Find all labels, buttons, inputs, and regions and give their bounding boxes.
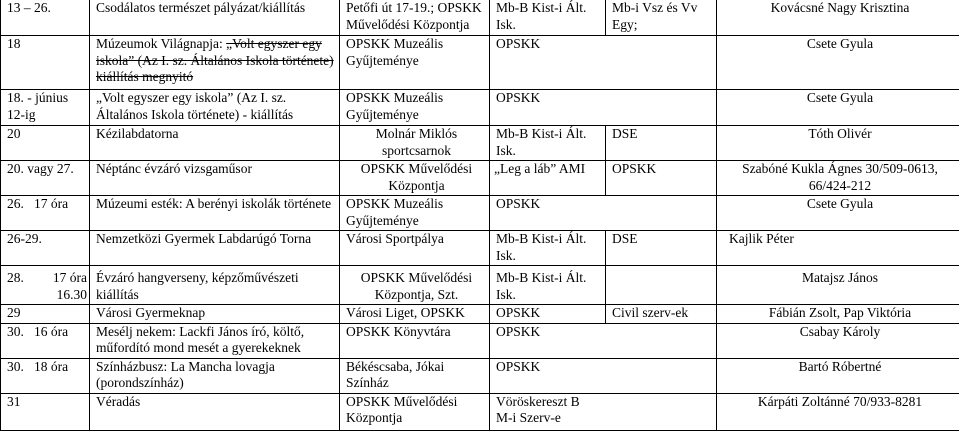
table-row [1,231,959,266]
table-row [1,126,959,161]
event-cell: Mesélj nekem: Lackfi János író, költő, műfordító mond mesét a gyerekeknek [90,323,340,358]
table-row [1,36,959,90]
date-cell: 26. 17 óra [1,196,90,231]
organizer-cell: OPSKK [490,305,606,324]
venue-cell: Petőfi út 17-19.; OPSKK Művelődési Központja [340,0,490,36]
table-row [1,161,959,196]
contact-cell: Csete Gyula [717,90,959,126]
organizer-cell: Mb-B Kist-i Ált. Isk. [490,231,606,266]
venue-cell: OPSKK Muzeális Gyűjteménye [340,196,490,231]
contact-cell: Kárpáti Zoltánné 70/933-8281 [717,393,959,430]
date-cell [1,266,90,305]
table-row [1,0,959,36]
event-cell: Évzáró hangverseny, képzőművészeti kiállítás [90,266,340,305]
contact-cell: Matajsz János [717,266,959,305]
event-cell [90,36,340,90]
organizer2-cell [606,266,717,305]
organizer-cell: Mb-B Kist-i Ált. Isk. [490,0,606,36]
organizer-cell: Mb-B Kist-i Ált. Isk. [490,266,606,305]
venue-cell: OPSKK Művelődési Központja [340,161,490,196]
organizer2-cell: DSE [606,126,717,161]
event-cell: Nemzetközi Gyermek Labdarúgó Torna [90,231,340,266]
date-cell: 18. - június 12-ig [1,90,90,126]
organizer-cell: OPSKK [490,36,717,90]
date-cell: 13 – 26. [1,0,90,36]
table-row [1,266,959,305]
organizer2-cell: DSE [606,231,717,266]
venue-cell: OPSKK Művelődési Központja, Szt. [340,266,490,305]
event-cell: Városi Gyermeknap [90,305,340,324]
table-row [1,323,959,358]
contact-cell: Csete Gyula [717,36,959,90]
date-cell: 26-29. [1,231,90,266]
date-time: 17 óra [52,270,87,285]
table-row [1,90,959,126]
organizer2-cell: OPSKK [606,161,717,196]
table-row [1,393,959,430]
date-cell: 31 [1,393,90,430]
contact-cell: Csabay Károly [717,323,959,358]
table-row [1,196,959,231]
organizer-text: Vöröskereszt B M-i Szerv-e [496,393,580,425]
venue-cell: OPSKK Muzeális Gyűjteménye [340,90,490,126]
date-time-alt: 16.30 [56,286,87,302]
event-cell: „Volt egyszer egy iskola” (Az I. sz. Általános Iskola története) - kiállítás [90,90,340,126]
date-cell: 30. 18 óra [1,358,90,393]
event-cell: Véradás [90,393,340,430]
organizer-cell: OPSKK [490,323,717,358]
venue-cell: Békéscsaba, Jókai Színház [340,358,490,393]
event-title-struck: „Volt egyszer egy iskola” (Az I. sz. Általános Iskola története) kiállítás megnyitó [96,36,334,84]
contact-cell: Csete Gyula [717,196,959,231]
contact-cell: Tóth Olivér [717,126,959,161]
organizer-cell: OPSKK [490,196,717,231]
event-cell: Csodálatos természet pályázat/kiállítás [90,0,340,36]
contact-cell: Fábián Zsolt, Pap Viktória [717,305,959,324]
venue-cell: Molnár Miklós sportcsarnok [340,126,490,161]
contact-cell: Kajlik Péter [717,231,959,266]
venue-cell: Városi Sportpálya [340,231,490,266]
table-row [1,358,959,393]
organizer-cell: „Leg a láb” AMI [490,161,606,196]
organizer2-cell: Civil szerv-ek [606,305,717,324]
venue-cell: OPSKK Könyvtára [340,323,490,358]
venue-cell: OPSKK Művelődési Központja [340,393,490,430]
venue-cell: OPSKK Muzeális Gyűjteménye [340,36,490,90]
organizer-cell: Mb-B Kist-i Ált. Isk. [490,126,606,161]
date-cell: 20 [1,126,90,161]
event-cell: Múzeumi esték: A berényi iskolák története [90,196,340,231]
organizer2-cell: Mb-i Vsz és Vv Egy; [606,0,717,36]
date-cell: 18 [1,36,90,90]
venue-cell: Városi Liget, OPSKK [340,305,490,324]
event-cell: Kézilabdatorna [90,126,340,161]
date-cell: 20. vagy 27. [1,161,90,196]
contact-cell: Bartó Róbertné [717,358,959,393]
organizer-cell: OPSKK [490,90,717,126]
date-day: 28. [7,270,24,285]
organizer-cell [490,393,717,430]
contact-cell: Kovácsné Nagy Krisztina [717,0,959,36]
event-cell: Színházbusz: La Mancha lovagja (porondszínház) [90,358,340,393]
event-prefix: Múzeumok Világnapja: [96,36,227,51]
event-cell: Néptánc évzáró vizsgaműsor [90,161,340,196]
contact-cell: Szabóné Kukla Ágnes 30/509-0613, 66/424-212 [717,161,959,196]
table-row [1,305,959,324]
organizer-cell: OPSKK [490,358,717,393]
date-cell: 29 [1,305,90,324]
date-cell: 30. 16 óra [1,323,90,358]
